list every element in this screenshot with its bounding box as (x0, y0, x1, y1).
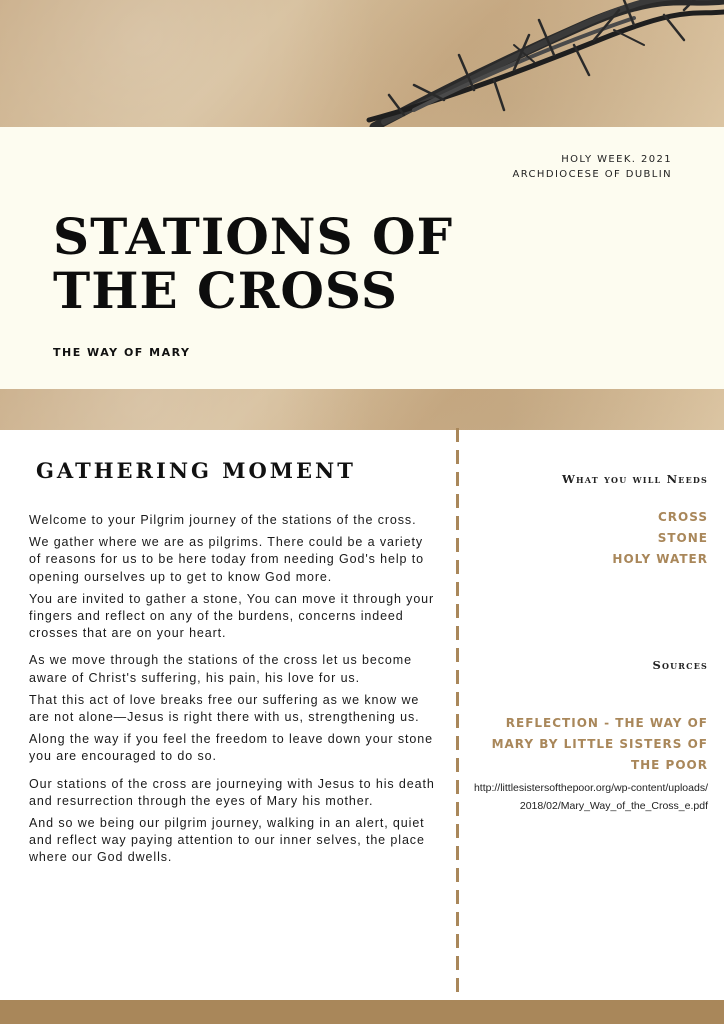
paragraph: You are invited to gather a stone, You can move it through your fingers and reflect on any of the burdens, concerns indeed crosses that are on your heart. (29, 591, 435, 641)
paragraph: We gather where we are as pilgrims. There could be a variety of reasons for us to be here today from needing God's help to opening ourselves up to get to know God more. (29, 535, 424, 584)
crown-of-thorns-icon (354, 0, 724, 127)
title-line-2: THE CROSS (53, 261, 398, 320)
page-title (53, 207, 473, 320)
paragraph: And so we being our pilgrim journey, walking in an alert, quiet and reflect way paying attention to our inner selves, the place where our God dwells. (29, 816, 425, 865)
sources-heading: Sources (652, 658, 708, 672)
needs-item-holy-water: HOLY WATER (612, 552, 708, 566)
source-title: REFLECTION - THE WAY OF MARY BY LITTLE SISTERS OF THE POOR (491, 716, 708, 772)
needs-list (612, 507, 708, 570)
gathering-body (29, 512, 435, 872)
meta-line-organization: ARCHDIOCESE OF DUBLIN (512, 169, 672, 180)
meta-line-date: HOLY WEEK. 2021 (561, 154, 672, 165)
title-line-1: STATIONS OF (53, 207, 454, 266)
needs-item-cross: CROSS (658, 510, 708, 524)
paragraph: As we move through the stations of the cross let us become aware of Christ's suffering, his pain, his love for us. (29, 653, 412, 685)
event-meta (512, 152, 672, 182)
column-divider (456, 428, 459, 1000)
parchment-banner-middle (0, 389, 724, 430)
paragraph: That this act of love breaks free our suffering as we know we are not alone—Jesus is right there with us, strengthening us. (29, 692, 420, 725)
needs-heading: What you will Needs (561, 472, 708, 486)
paragraph: Welcome to your Pilgrim journey of the stations of the cross. (29, 513, 417, 527)
source-url[interactable]: http://littlesistersofthepoor.org/wp-content/uploads/2018/02/Mary_Way_of_the_Cross_e.pdf (473, 782, 708, 812)
page-subtitle: THE WAY OF MARY (53, 346, 191, 359)
section-heading: GATHERING MOMENT (36, 458, 356, 483)
parchment-banner-top (0, 0, 724, 127)
footer-bar (0, 1000, 724, 1024)
paragraph: Along the way if you feel the freedom to leave down your stone you are encouraged to do so. (29, 732, 433, 764)
paragraph: Our stations of the cross are journeying with Jesus to his death and resurrection through the eyes of Mary his mother. (29, 776, 435, 808)
needs-item-stone: STONE (657, 531, 708, 545)
